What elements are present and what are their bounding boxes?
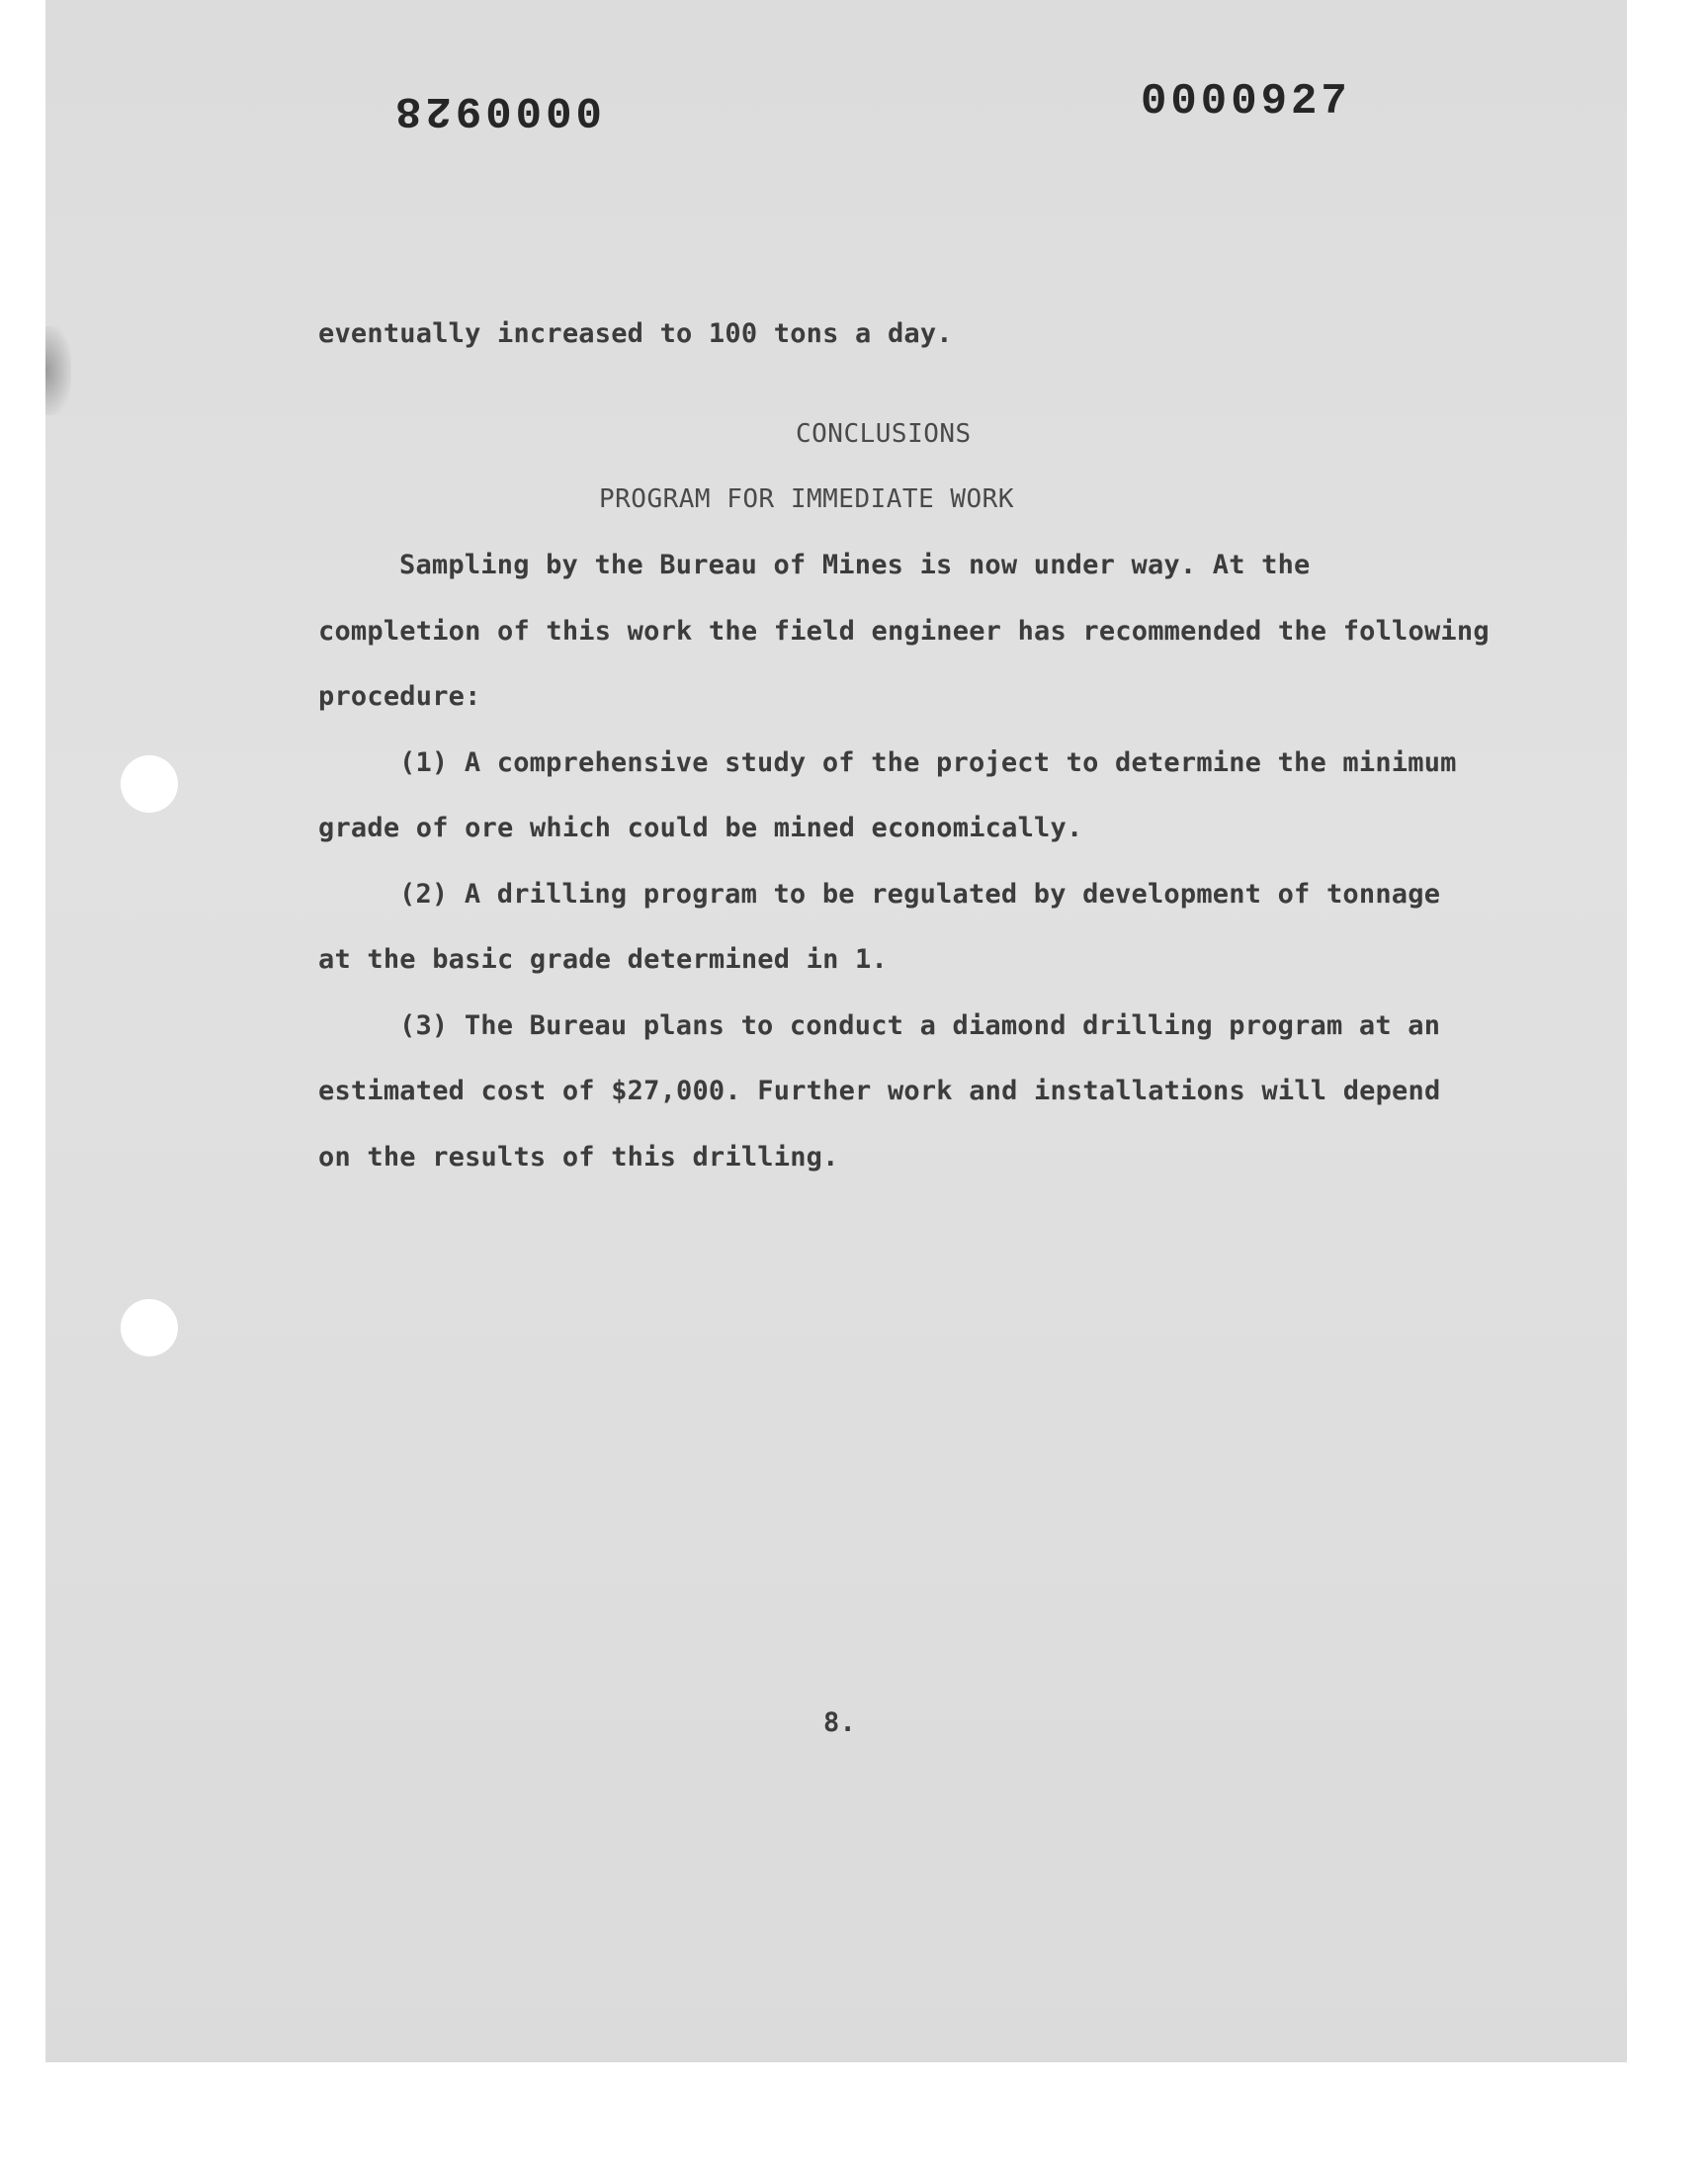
paragraph-line: procedure: xyxy=(318,681,481,712)
list-item-line: at the basic grade determined in 1. xyxy=(318,944,888,975)
section-heading-conclusions: CONCLUSIONS xyxy=(796,419,972,449)
page-number: 8. xyxy=(823,1707,856,1738)
list-item-line: (1) A comprehensive study of the project to determine the minimum xyxy=(399,747,1457,778)
paragraph-line: completion of this work the field engineer has recommended the following xyxy=(318,616,1490,647)
section-subheading-program: PROGRAM FOR IMMEDIATE WORK xyxy=(599,484,1014,514)
list-item-line: grade of ore which could be mined economically. xyxy=(318,813,1083,843)
page-edge-shadow xyxy=(45,326,71,415)
list-item-line: (2) A drilling program to be regulated by development of tonnage xyxy=(399,879,1441,910)
list-item-line: estimated cost of $27,000. Further work and installations will depend xyxy=(318,1076,1441,1106)
document-number-stamp: 0000927 xyxy=(1141,77,1351,127)
paragraph-line: Sampling by the Bureau of Mines is now under way. At the xyxy=(399,550,1311,580)
carryover-line: eventually increased to 100 tons a day. xyxy=(318,318,953,349)
list-item-line: on the results of this drilling. xyxy=(318,1142,839,1173)
list-item-line: (3) The Bureau plans to conduct a diamond drilling program at an xyxy=(399,1010,1441,1041)
punch-hole xyxy=(121,1299,178,1356)
document-number-stamp-inverted: 0000928 xyxy=(391,85,602,134)
punch-hole xyxy=(121,755,178,813)
